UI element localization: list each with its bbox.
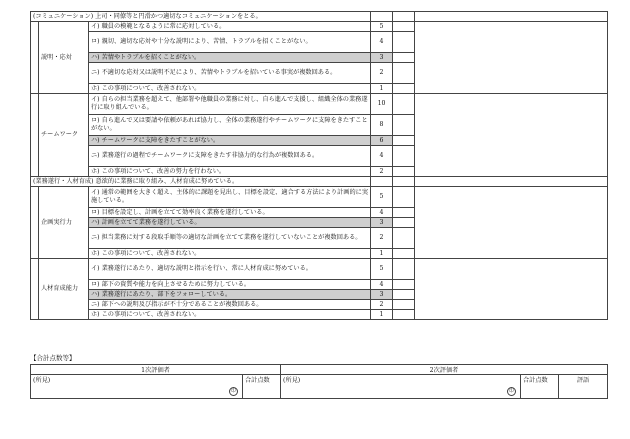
summary-body-row <box>31 375 608 399</box>
score-input-cell[interactable] <box>393 280 415 290</box>
comment-cell[interactable] <box>415 187 608 259</box>
criterion-text: イ) 自らの担当業務を超えて、他部署や他職員の業務に対し、自ら進んで支援し、組織全体の業務遂行に取り組んでいる。 <box>89 94 371 115</box>
criterion-score: 2 <box>371 228 393 249</box>
category-label: 企画実行力 <box>39 187 89 259</box>
score-input-cell[interactable] <box>393 115 415 136</box>
category-label: 説明・応対 <box>39 22 89 94</box>
category-label: チームワーク <box>39 94 89 177</box>
table-row <box>31 187 608 208</box>
criterion-score: 2 <box>371 63 393 84</box>
second-evaluator-header: 2次評価者 <box>281 365 608 375</box>
table-row <box>31 94 608 115</box>
summary-table <box>30 364 608 399</box>
score-input-cell[interactable] <box>393 310 415 320</box>
score-input-cell[interactable] <box>393 94 415 115</box>
score-input-cell[interactable] <box>393 53 415 63</box>
category-label: 人材育成能力 <box>39 259 89 320</box>
comment-cell[interactable] <box>415 259 608 320</box>
criterion-text: ホ) この事項について、改善の努力を行わない。 <box>89 167 371 177</box>
score-input-cell[interactable] <box>393 146 415 167</box>
criterion-score: 3 <box>371 53 393 63</box>
criterion-text: ホ) この事項について、改善されない。 <box>89 84 371 94</box>
criterion-text: ロ) 部下の資質や能力を向上させるために努力している。 <box>89 280 371 290</box>
criterion-text: ロ) 自ら進んで又は要請や依頼があれば協力し、全体の業務遂行やチームワークに支障をきたすことがない。 <box>89 115 371 136</box>
section-header-communication: (コミュニケーション) 上司・同僚等と円滑かつ適切なコミュニケーションをとる。 <box>31 12 371 22</box>
section-header-business: (業務遂行・人材育成) 意欲的に業務に取り組み、人材育成に努めている。 <box>31 177 371 187</box>
summary-header-row <box>31 365 608 375</box>
criterion-score: 6 <box>371 136 393 146</box>
criterion-score: 3 <box>371 218 393 228</box>
criterion-score: 1 <box>371 249 393 259</box>
criterion-text: ロ) 親切、適切な応対や十分な説明により、苦情、トラブルを招くことがない。 <box>89 32 371 53</box>
second-seal-icon: 印 <box>507 387 516 396</box>
table-row <box>31 259 608 280</box>
criterion-text: ハ) 業務遂行にあたり、部下をフォローしている。 <box>89 290 371 300</box>
criterion-score: 3 <box>371 290 393 300</box>
score-input-cell[interactable] <box>393 259 415 280</box>
score-input-cell[interactable] <box>393 228 415 249</box>
criterion-score: 5 <box>371 187 393 208</box>
score-input-cell[interactable] <box>393 84 415 94</box>
criterion-score: 10 <box>371 94 393 115</box>
score-input-cell[interactable] <box>393 208 415 218</box>
first-evaluator-header: 1次評価者 <box>31 365 281 375</box>
evaluation-table <box>30 11 608 320</box>
second-opinion-cell[interactable] <box>281 375 521 399</box>
criterion-text: ニ) 業務遂行の過程でチームワークに支障をきたす非協力的な行為が複数回ある。 <box>89 146 371 167</box>
section-header-row <box>31 12 608 22</box>
criterion-text: イ) 通常の範囲を大きく超え、主体的に課題を見出し、目標を設定、適合する方法により計画的に実施している。 <box>89 187 371 208</box>
criterion-text: ロ) 目標を設定し、計画を立てて効率良く業務を遂行している。 <box>89 208 371 218</box>
criterion-score: 4 <box>371 32 393 53</box>
second-opinion-label: (所見) <box>283 377 301 384</box>
score-input-cell[interactable] <box>393 187 415 208</box>
criterion-score: 4 <box>371 146 393 167</box>
score-input-cell[interactable] <box>393 300 415 310</box>
criterion-text: ホ) この事項について、改善されない。 <box>89 249 371 259</box>
criterion-score: 1 <box>371 310 393 320</box>
criterion-text: ニ) 部下への説明及び指示が不十分であることが複数回ある。 <box>89 300 371 310</box>
score-input-cell[interactable] <box>393 218 415 228</box>
criterion-score: 4 <box>371 280 393 290</box>
criterion-score: 2 <box>371 300 393 310</box>
first-total-label: 合計点数 <box>243 375 281 399</box>
score-input-cell[interactable] <box>393 63 415 84</box>
score-input-cell[interactable] <box>393 136 415 146</box>
first-seal-icon: 印 <box>229 387 238 396</box>
section-header-row <box>31 177 608 187</box>
table-row <box>31 22 608 32</box>
first-opinion-cell[interactable] <box>31 375 243 399</box>
score-input-cell[interactable] <box>393 167 415 177</box>
criterion-score: 2 <box>371 167 393 177</box>
criterion-text: ニ) 不適切な応対又は説明不足により、苦情やトラブルを招いている事実が複数回ある。 <box>89 63 371 84</box>
second-total-label: 合計点数 <box>521 375 559 399</box>
first-opinion-label: (所見) <box>33 377 51 384</box>
criterion-score: 5 <box>371 22 393 32</box>
comment-cell[interactable] <box>415 22 608 94</box>
criterion-text: イ) 職員の模範となるように常に応対している。 <box>89 22 371 32</box>
criterion-score: 1 <box>371 84 393 94</box>
criterion-text: イ) 業務遂行にあたり、適切な説明と指示を行い、常に人材育成に努めている。 <box>89 259 371 280</box>
criterion-text: ハ) チームワークに支障をきたすことがない。 <box>89 136 371 146</box>
criterion-score: 5 <box>371 259 393 280</box>
summary-title: 【合計点数等】 <box>30 354 76 362</box>
score-input-cell[interactable] <box>393 22 415 32</box>
criterion-text: ニ) 担当業務に対する段取手順等の適切な計画を立てて業務を遂行していないことが複数回ある。 <box>89 228 371 249</box>
criterion-score: 8 <box>371 115 393 136</box>
comment-cell[interactable] <box>415 94 608 177</box>
rating-label: 評語 <box>559 375 608 399</box>
criterion-text: ホ) この事項について、改善されない。 <box>89 310 371 320</box>
score-input-cell[interactable] <box>393 32 415 53</box>
criterion-score: 4 <box>371 208 393 218</box>
score-input-cell[interactable] <box>393 249 415 259</box>
score-input-cell[interactable] <box>393 290 415 300</box>
criterion-text: ハ) 計画を立てて業務を遂行している。 <box>89 218 371 228</box>
criterion-text: ハ) 苦情やトラブルを招くことがない。 <box>89 53 371 63</box>
